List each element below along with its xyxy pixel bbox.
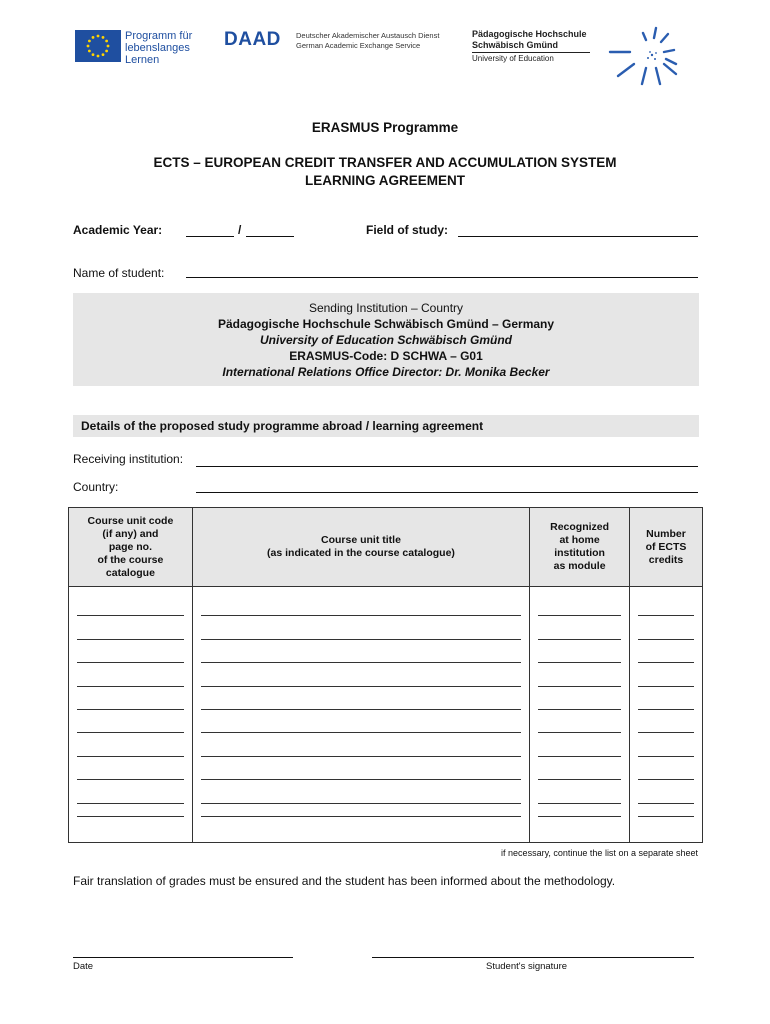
sending-institution-box [73,293,699,386]
programme-title: ERASMUS Programme [311,120,459,135]
course-title-cell[interactable] [192,587,529,621]
details-heading: Details of the proposed study programme abroad / learning agreement [73,415,699,437]
blank-line [638,709,694,710]
recognized-module-cell[interactable] [530,784,630,807]
blank-line [638,816,694,817]
recognized-module-cell[interactable] [530,620,630,643]
blank-line [538,816,621,817]
blank-line [77,615,184,616]
blank-line [201,615,521,616]
blank-line [201,779,521,780]
course-code-cell[interactable] [69,644,193,667]
receiving-institution-field[interactable] [196,466,698,467]
blank-line [638,779,694,780]
blank-line [201,709,521,710]
ects-credits-cell[interactable] [630,667,703,690]
blank-line [638,803,694,804]
blank-line [201,816,521,817]
blank-line [538,709,621,710]
course-row [69,667,703,690]
ects-credits-cell[interactable] [630,587,703,621]
course-row [69,587,703,621]
course-row [69,714,703,737]
office-director: International Relations Office Director: Dr. Monika Becker [222,365,550,379]
continue-note: if necessary, continue the list on a separate sheet [501,848,698,858]
signature-field[interactable] [372,957,694,958]
blank-line [538,639,621,640]
ph-logo-name: Pädagogische Hochschule Schwäbisch Gmünd [472,29,587,50]
recognized-module-cell[interactable] [530,808,630,843]
course-title-cell[interactable] [192,667,529,690]
blank-line [638,662,694,663]
signature-label: Student's signature [486,961,568,972]
daad-subtitle: Deutscher Akademischer Austausch Dienst German Academic Exchange Service [296,31,440,50]
course-title-cell[interactable] [192,714,529,737]
course-row [69,691,703,714]
blank-line [638,615,694,616]
recognized-module-cell[interactable] [530,714,630,737]
receiving-institution-label: Receiving institution: [73,452,184,466]
ects-credits-cell[interactable] [630,691,703,714]
ph-burst-logo-icon [606,22,692,90]
field-of-study-field[interactable] [458,236,698,237]
country-label: Country: [73,480,119,494]
course-row [69,808,703,843]
blank-line [201,686,521,687]
blank-line [538,615,621,616]
blank-line [538,662,621,663]
course-title-cell[interactable] [192,620,529,643]
blank-line [538,779,621,780]
sending-heading: Sending Institution – Country [308,301,464,315]
daad-logo: DAAD [224,29,281,50]
academic-year-label: Academic Year: [73,223,163,237]
course-title-cell[interactable] [192,784,529,807]
recognized-module-cell[interactable] [530,761,630,784]
course-row [69,620,703,643]
blank-line [638,686,694,687]
blank-line [201,662,521,663]
ects-credits-cell[interactable] [630,644,703,667]
course-title-cell[interactable] [192,691,529,714]
country-field[interactable] [196,492,698,493]
course-title-cell[interactable] [192,761,529,784]
blank-line [77,816,184,817]
ects-credits-cell[interactable] [630,808,703,843]
ects-credits-cell[interactable] [630,737,703,760]
blank-line [538,732,621,733]
erasmus-code: ERASMUS-Code: D SCHWA – G01 [289,349,483,363]
blank-line [538,803,621,804]
blank-line [201,639,521,640]
col-course-title-header: Course unit title (as indicated in the course catalogue) [192,508,529,587]
col-ects-header: Number of ECTS credits [630,508,703,587]
blank-line [638,756,694,757]
course-code-cell[interactable] [69,784,193,807]
recognized-module-cell[interactable] [530,587,630,621]
ects-credits-cell[interactable] [630,784,703,807]
blank-line [77,732,184,733]
ph-logo-rule [472,52,590,53]
course-title-cell[interactable] [192,808,529,843]
blank-line [638,639,694,640]
academic-year-end-field[interactable] [246,236,294,237]
document-title: ECTS – EUROPEAN CREDIT TRANSFER AND ACCUMULATION SYSTEM LEARNING AGREEMENT [153,155,617,188]
course-code-cell[interactable] [69,667,193,690]
course-title-cell[interactable] [192,737,529,760]
blank-line [77,639,184,640]
ects-credits-cell[interactable] [630,620,703,643]
blank-line [77,709,184,710]
blank-line [201,732,521,733]
course-table-header [69,508,703,587]
col-course-code-header: Course unit code (if any) and page no. of the course catalogue [69,508,193,587]
academic-year-start-field[interactable] [186,236,234,237]
recognized-module-cell[interactable] [530,644,630,667]
course-table [68,507,703,843]
course-row [69,784,703,807]
blank-line [77,779,184,780]
blank-line [201,803,521,804]
recognized-module-cell[interactable] [530,737,630,760]
blank-line [77,803,184,804]
field-of-study-label: Field of study: [366,223,448,237]
blank-line [77,756,184,757]
student-name-label: Name of student: [73,266,165,280]
course-row [69,737,703,760]
blank-line [538,686,621,687]
course-code-cell[interactable] [69,714,193,737]
blank-line [638,732,694,733]
course-code-cell[interactable] [69,808,193,843]
col-recognized-header: Recognized at home institution as module [530,508,630,587]
eu-programme-logo-text: Programm für lebenslanges Lernen [125,30,193,66]
eu-flag-logo [75,30,121,62]
date-field[interactable] [73,957,293,958]
sending-institution-english: University of Education Schwäbisch Gmünd [259,333,513,347]
ects-credits-cell[interactable] [630,714,703,737]
course-code-cell[interactable] [69,691,193,714]
course-code-cell[interactable] [69,620,193,643]
student-name-field[interactable] [186,277,698,278]
blank-line [538,756,621,757]
course-row [69,761,703,784]
course-code-cell[interactable] [69,587,193,621]
blank-line [77,662,184,663]
course-code-cell[interactable] [69,737,193,760]
blank-line [77,686,184,687]
course-title-cell[interactable] [192,644,529,667]
course-code-cell[interactable] [69,761,193,784]
course-row [69,644,703,667]
academic-year-slash: / [238,223,242,237]
ects-credits-cell[interactable] [630,761,703,784]
date-label: Date [73,961,94,972]
ph-logo-subtitle: University of Education [472,54,554,63]
recognized-module-cell[interactable] [530,667,630,690]
sending-institution-name: Pädagogische Hochschule Schwäbisch Gmünd – Germany [217,317,555,331]
recognized-module-cell[interactable] [530,691,630,714]
blank-line [201,756,521,757]
fair-translation-statement: Fair translation of grades must be ensured and the student has been informed about the methodology. [73,874,616,888]
